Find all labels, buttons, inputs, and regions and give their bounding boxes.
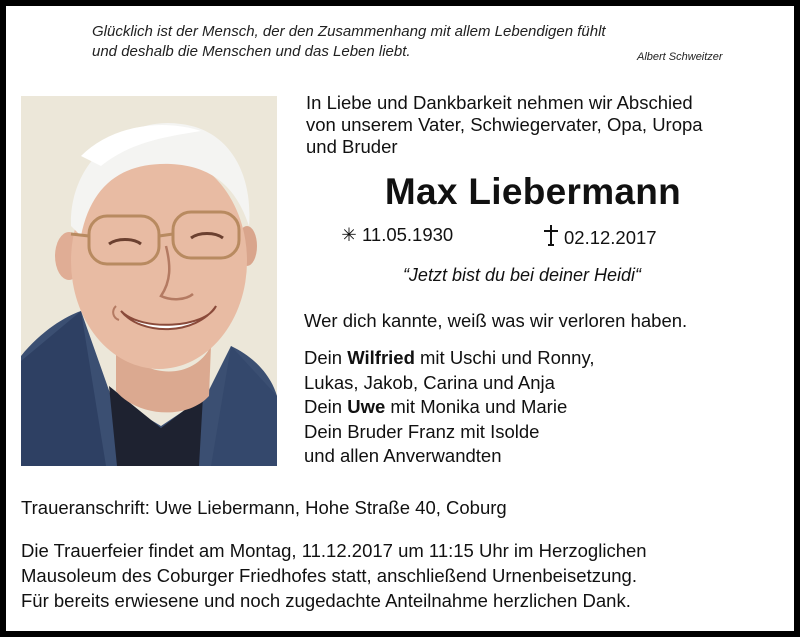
deceased-name: Max Liebermann [384, 171, 682, 212]
birth-date: 11.05.1930 [362, 224, 454, 245]
intro-line-2: von unserem Vater, Schwiegervater, Opa, Uropa [306, 114, 703, 135]
ceremony-notice [21, 538, 781, 613]
family-list [304, 346, 594, 469]
cross-icon [540, 224, 562, 249]
intro-line-1: In Liebe und Dankbarkeit nehmen wir Abschied [306, 92, 693, 113]
family-name-uwe: Uwe [347, 396, 386, 417]
family-line-3 [304, 395, 594, 420]
known-line: Wer dich kannte, weiß was wir verloren haben. [304, 310, 688, 331]
death-date-row [540, 224, 657, 249]
family-line-1 [304, 346, 594, 371]
quote-line-2: und deshalb die Menschen und das Leben liebt. [92, 43, 411, 60]
motto-quote: “Jetzt bist du bei deiner Heidi“ [402, 265, 642, 285]
ceremony-line-1: Die Trauerfeier findet am Montag, 11.12.2017 um 11:15 Uhr im Herzoglichen [21, 540, 647, 561]
family-line-5: und allen Anverwandten [304, 445, 502, 466]
family-name-wilfried: Wilfried [347, 347, 415, 368]
ceremony-line-3: Für bereits erwiesene und noch zugedachte Anteilnahme herzlichen Dank. [21, 590, 631, 611]
ceremony-line-2: Mausoleum des Coburger Friedhofes statt, anschließend Urnenbeisetzung. [21, 565, 637, 586]
family-line-1-suffix: mit Uschi und Ronny, [414, 347, 595, 368]
portrait-photo [21, 96, 277, 466]
intro-line-3: und Bruder [306, 136, 398, 157]
death-date: 02.12.2017 [564, 227, 657, 248]
mourning-address: Traueranschrift: Uwe Liebermann, Hohe Straße 40, Coburg [21, 497, 507, 518]
family-line-4: Dein Bruder Franz mit Isolde [304, 420, 540, 442]
family-line-1-prefix: Dein [304, 347, 348, 368]
family-line-3-prefix: Dein [304, 396, 348, 417]
birth-star-icon: ✳ [341, 224, 357, 245]
quote-line-1: Glücklich ist der Mensch, der den Zusammenhang mit allem Lebendigen fühlt [92, 23, 606, 40]
portrait-illustration [21, 96, 277, 466]
family-line-2: Lukas, Jakob, Carina und Anja [304, 371, 555, 393]
epigraph-quote [92, 22, 652, 62]
quote-author: Albert Schweitzer [637, 51, 723, 63]
birth-date-row [338, 224, 453, 246]
family-line-3-suffix: mit Monika und Marie [385, 396, 568, 417]
intro-text [306, 92, 776, 158]
